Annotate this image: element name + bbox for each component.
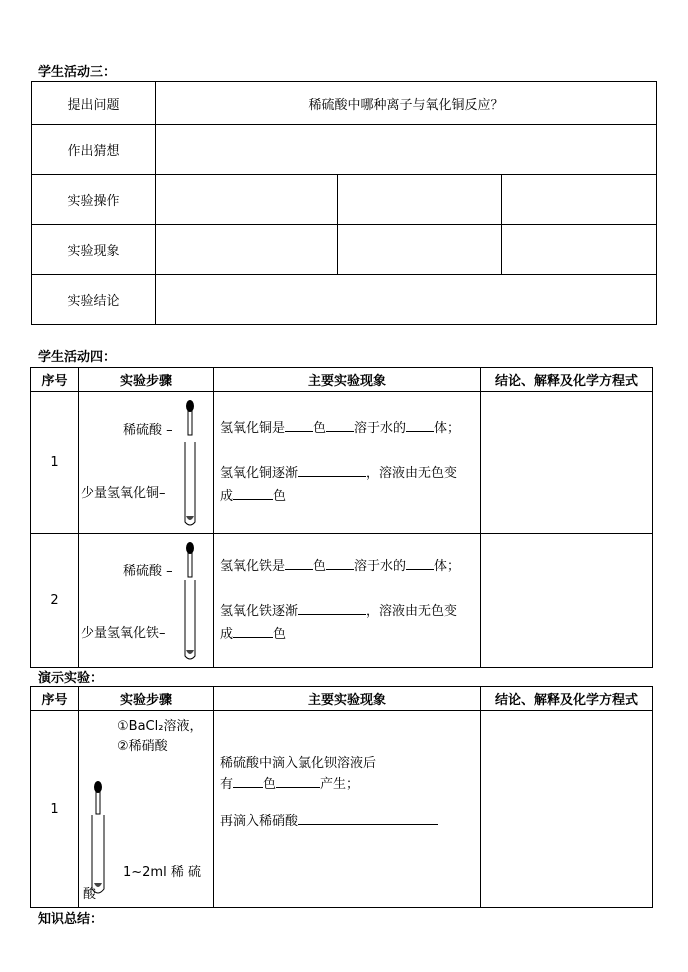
reagent-label-top: 稀硫酸 –: [123, 564, 173, 579]
dropper-tube-icon: [176, 540, 206, 662]
table-row: [31, 392, 653, 534]
answer-blank[interactable]: [233, 625, 273, 638]
hypothesis-cell[interactable]: [156, 125, 657, 175]
obs-text: 稀硫酸中滴入氯化钡溶液后: [220, 756, 377, 771]
phenomena-cell: [214, 392, 481, 534]
conclusion-cell[interactable]: [156, 275, 657, 325]
acid-amount-label-cont: 酸: [83, 887, 97, 902]
col-header-no: 序号: [31, 368, 79, 392]
obs-text: ，溶液由无色变: [366, 604, 458, 619]
activity4-heading: 学生活动四：: [38, 350, 117, 365]
operation-cell-3[interactable]: [502, 175, 657, 225]
phenomenon-cell-3[interactable]: [502, 225, 657, 275]
col-header-conclusion: 结论、解释及化学方程式: [481, 368, 653, 392]
answer-blank[interactable]: [233, 487, 273, 500]
obs-text: 体；: [434, 421, 461, 436]
conclusion-cell[interactable]: [481, 392, 653, 534]
acid-amount-label: 1~2ml 稀 硫: [123, 865, 201, 880]
answer-blank[interactable]: [298, 464, 366, 477]
obs-text: 成: [220, 489, 234, 504]
question-label: 提出问题: [32, 82, 156, 125]
obs-text: 色: [263, 777, 277, 792]
phenomena-cell: [214, 711, 481, 908]
apparatus-cell: [79, 392, 214, 534]
obs-text: 体；: [434, 559, 461, 574]
conclusion-label: 实验结论: [32, 275, 156, 325]
obs-text: 氢氧化铁逐渐: [220, 604, 299, 619]
obs-text: 色: [273, 627, 287, 642]
obs-text: 氢氧化铜逐渐: [220, 466, 299, 481]
answer-blank[interactable]: [406, 557, 434, 570]
phenomena-cell: [214, 534, 481, 668]
apparatus-cell: [79, 534, 214, 668]
answer-blank[interactable]: [276, 775, 320, 788]
summary-heading: 知识总结：: [38, 912, 104, 927]
answer-blank[interactable]: [285, 419, 313, 432]
answer-blank[interactable]: [298, 812, 438, 825]
row-number: 1: [31, 711, 79, 908]
obs-text: 色: [313, 421, 327, 436]
obs-text: 有: [220, 777, 234, 792]
operation-cell-1[interactable]: [156, 175, 338, 225]
col-header-no: 序号: [31, 687, 79, 711]
step-2-label: ②稀硝酸: [117, 739, 168, 754]
reagent-label-bottom: 少量氢氧化铁–: [81, 626, 166, 641]
demo-table: [30, 686, 653, 908]
row-number: 2: [31, 534, 79, 668]
conclusion-cell[interactable]: [481, 534, 653, 668]
obs-text: 氢氧化铜是: [220, 421, 286, 436]
phenomenon-cell-2[interactable]: [338, 225, 502, 275]
phenomenon-cell-1[interactable]: [156, 225, 338, 275]
answer-blank[interactable]: [406, 419, 434, 432]
col-header-steps: 实验步骤: [79, 687, 214, 711]
conclusion-cell[interactable]: [481, 711, 653, 908]
reagent-label-top: 稀硫酸 –: [123, 423, 173, 438]
step-1-label: ①BaCl₂溶液，: [117, 719, 203, 734]
obs-text: 溶于水的: [354, 559, 407, 574]
answer-blank[interactable]: [233, 775, 263, 788]
activity3-table: [31, 81, 657, 325]
row-number: 1: [31, 392, 79, 534]
hypothesis-label: 作出猜想: [32, 125, 156, 175]
question-content: 稀硫酸中哪种离子与氧化铜反应？: [156, 82, 657, 125]
operation-label: 实验操作: [32, 175, 156, 225]
activity4-table: [30, 367, 653, 668]
col-header-steps: 实验步骤: [79, 368, 214, 392]
dropper-tube-icon: [176, 398, 206, 528]
obs-text: ，溶液由无色变: [366, 466, 458, 481]
dropper-tube-icon: [84, 779, 114, 899]
answer-blank[interactable]: [326, 419, 354, 432]
obs-text: 色: [313, 559, 327, 574]
answer-blank[interactable]: [298, 602, 366, 615]
obs-text: 溶于水的: [354, 421, 407, 436]
apparatus-cell: [79, 711, 214, 908]
obs-text: 氢氧化铁是: [220, 559, 286, 574]
table-row: [31, 534, 653, 668]
answer-blank[interactable]: [326, 557, 354, 570]
col-header-conclusion: 结论、解释及化学方程式: [481, 687, 653, 711]
obs-text: 成: [220, 627, 234, 642]
activity3-heading: 学生活动三：: [38, 65, 117, 80]
phenomenon-label: 实验现象: [32, 225, 156, 275]
col-header-phenomena: 主要实验现象: [214, 368, 481, 392]
reagent-label-bottom: 少量氢氧化铜–: [81, 486, 166, 501]
answer-blank[interactable]: [285, 557, 313, 570]
obs-text: 产生；: [320, 777, 360, 792]
table-row: [31, 711, 653, 908]
obs-text: 色: [273, 489, 287, 504]
operation-cell-2[interactable]: [338, 175, 502, 225]
obs-text: 再滴入稀硝酸: [220, 814, 299, 829]
col-header-phenomena: 主要实验现象: [214, 687, 481, 711]
demo-heading: 演示实验：: [38, 671, 104, 686]
